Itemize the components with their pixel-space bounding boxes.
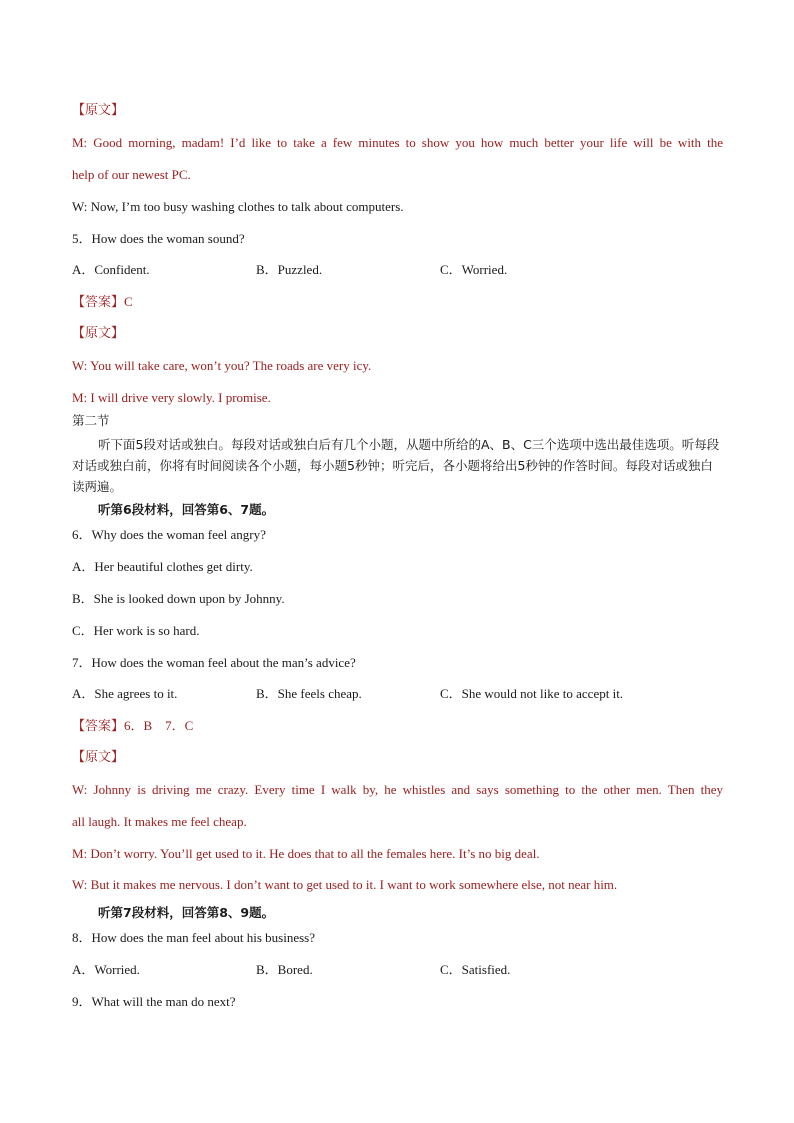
answer-line [72,718,193,735]
question-9: 9．What will the man do next? [72,994,236,1009]
question-8: 8．How does the man feel about his business? [72,930,315,945]
transcript-line: W: But it makes me nervous. I don’t want to get used to it. I want to work somewhere else, not near him. [72,877,618,892]
option-b: B．She feels cheap. [256,686,362,701]
transcript-line: M: I will drive very slowly. I promise. [72,390,271,405]
option-a: A．Confident. [72,262,150,277]
answer-value: 6．B 7．C [124,718,194,733]
answer-tag: 【答案】 [72,295,125,310]
option-b: B．Bored. [256,962,313,977]
option-a: A．She agrees to it. [72,686,178,701]
question-6: 6．Why does the woman feel angry? [72,527,266,542]
transcript-tag: 【原文】 [72,750,125,765]
option-c: C．Worried. [440,262,508,277]
transcript-line: help of our newest PC. [72,167,191,182]
option-b: B．She is looked down upon by Johnny. [72,591,285,606]
section-instructions [72,434,723,497]
option-c: C．Her work is so hard. [72,623,200,638]
transcript-tag: 【原文】 [72,326,125,341]
material-6-heading: 听第6段材料，回答第6、7题。 [98,502,275,517]
question-5: 5．How does the woman sound? [72,231,245,246]
option-a: A．Worried. [72,962,140,977]
transcript-line: W: You will take care, won’t you? The roads are very icy. [72,358,372,373]
option-c: C．Satisfied. [440,962,511,977]
instructions-text: 听下面5段对话或独白。每段对话或独白后有几个小题，从题中所给的A、B、C三个选项中选出最佳选项。听每段对话或独白前，你将有时间阅读各个小题，每小题5秒钟；听完后，各小题将给出5秒钟的作答时间。每段对话或独白读两遍。 [72,437,720,494]
option-c: C．She would not like to accept it. [440,686,624,701]
option-b: B．Puzzled. [256,262,323,277]
transcript-line: M: Good morning, madam! I’d like to take a few minutes to show you how much better your life will be with the [72,135,723,150]
option-a: A．Her beautiful clothes get dirty. [72,559,253,574]
transcript-line: M: Don’t worry. You’ll get used to it. He does that to all the females here. It’s no big deal. [72,846,540,861]
section-heading: 第二节 [72,413,110,428]
transcript-line: all laugh. It makes me feel cheap. [72,814,247,829]
material-7-heading: 听第7段材料，回答第8、9题。 [98,905,275,920]
transcript-tag: 【原文】 [72,103,125,118]
answer-line [72,294,133,311]
transcript-line: W: Now, I’m too busy washing clothes to talk about computers. [72,199,404,214]
transcript-line: W: Johnny is driving me crazy. Every time I walk by, he whistles and says something to the other men. Then they [72,782,723,797]
question-7: 7．How does the woman feel about the man’s advice? [72,655,356,670]
answer-value: C [124,294,133,309]
answer-tag: 【答案】 [72,719,125,734]
